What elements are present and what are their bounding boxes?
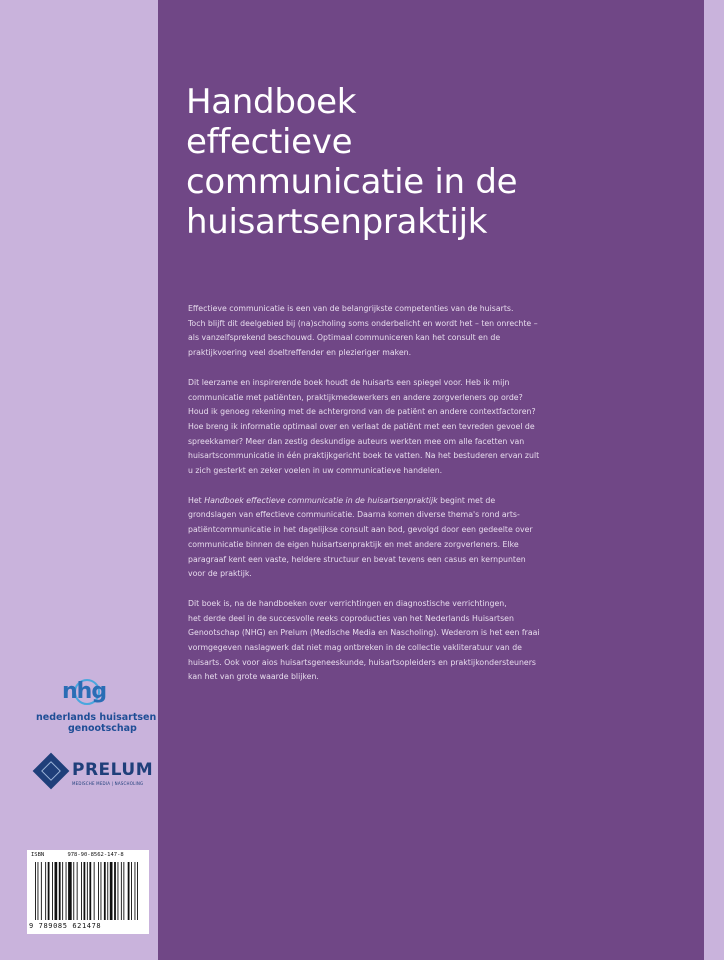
text-line: spreekkamer? Meer dan zestig deskundige auteurs werkten mee om alle facetten van — [188, 436, 525, 446]
title-line: huisartsenpraktijk — [186, 202, 488, 242]
text-line: Genootschap (NHG) en Prelum (Medische Media en Nascholing). Wederom is het een fraai — [188, 628, 540, 638]
text-line: Dit leerzame en inspirerende boek houdt de huisarts een spiegel voor. Heb ik mijn — [188, 377, 510, 387]
right-color-band — [704, 0, 724, 960]
text-line: grondslagen van effectieve communicatie. Daarna komen diverse thema's rond arts- — [188, 510, 520, 520]
text-line: vormgegeven naslagwerk dat niet mag ontbreken in de collectie vakliteratuur van de — [188, 643, 522, 653]
title-line: Handboek — [186, 82, 357, 122]
text-line: huisarts. Ook voor aios huisartsgeneeskunde, huisartsopleiders en praktijkondersteuners — [188, 657, 536, 667]
left-color-band — [0, 0, 158, 960]
text-line-prefix: Het — [188, 495, 205, 505]
title-line: effectieve — [186, 122, 353, 162]
text-line: kan het van grote waarde blijken. — [188, 672, 319, 682]
book-title-italic: Handboek effectieve communicatie in de huisartsenpraktijk — [204, 495, 438, 505]
text-line-suffix: begint met de — [437, 495, 496, 505]
text-line: het derde deel in de succesvolle reeks coproducties van het Nederlands Huisartsen — [188, 613, 514, 623]
isbn-barcode — [27, 850, 149, 934]
text-line: Houd ik genoeg rekening met de achtergrond van de patiënt en andere contextfactoren? — [188, 407, 536, 417]
title-line: communicatie in de — [186, 162, 518, 202]
book-title — [186, 82, 686, 242]
text-line: huisartscommunicatie in één praktijkgericht boek te vatten. Na het bestuderen ervan zult — [188, 451, 540, 461]
blurb-paragraph-2 — [188, 376, 668, 479]
barcode-digits: 9 789085 621478 — [29, 922, 102, 930]
blurb-paragraph-1 — [188, 302, 668, 361]
text-line: praktijkvoering veel doeltreffender en plezieriger maken. — [188, 348, 412, 358]
nhg-mark-text: nhg — [62, 679, 107, 704]
prelum-name: PRELUM — [72, 760, 154, 780]
text-line: Toch blijft dit deelgebied bij (na)scholing soms onderbelicht en wordt het – ten onrechte – — [188, 318, 538, 328]
text-line: als vanzelfsprekend beschouwd. Optimaal communiceren kan het consult en de — [188, 333, 501, 343]
prelum-tagline: MEDISCHE MEDIA | NASCHOLING — [72, 781, 144, 786]
barcode-bars-icon — [35, 862, 143, 922]
isbn-number: 978-90-8562-147-8 — [67, 852, 124, 858]
nhg-name-line-1: nederlands huisartsen — [36, 712, 157, 723]
text-line: communicatie met patiënten, praktijkmedewerkers en andere zorgverleners op orde? — [188, 392, 523, 402]
text-line: Hoe breng ik informatie optimaal over en verlaat de patiënt met een tevreden gevoel de — [188, 421, 535, 431]
blurb-paragraph-3 — [188, 494, 668, 582]
text-line: communicatie binnen de eigen huisartsenpraktijk en met andere zorgverleners. Elke — [188, 539, 519, 549]
isbn-line — [31, 852, 124, 858]
nhg-name-line-2: genootschap — [68, 723, 137, 734]
text-line: patiëntcommunicatie in het dagelijkse consult aan bod, gevolgd door een gedeelte over — [188, 525, 533, 535]
text-line: paragraaf kent een vaste, heldere structuur en bevat tevens een casus en kernpunten — [188, 554, 526, 564]
text-line: u zich gesterkt en zeker voelen in uw communicatieve handelen. — [188, 466, 443, 476]
text-line: Effectieve communicatie is een van de belangrijkste competenties van de huisarts. — [188, 304, 514, 313]
blurb-paragraph-4 — [188, 597, 668, 685]
nhg-logo — [36, 676, 157, 736]
prelum-diamond-icon — [33, 753, 70, 790]
back-cover-blurb — [188, 302, 668, 700]
text-line: voor de praktijk. — [188, 569, 252, 579]
prelum-logo — [32, 752, 152, 796]
nhg-mark-icon — [60, 676, 106, 708]
text-line: Dit boek is, na de handboeken over verrichtingen en diagnostische verrichtingen, — [188, 598, 507, 608]
isbn-label: ISBN — [31, 852, 45, 858]
